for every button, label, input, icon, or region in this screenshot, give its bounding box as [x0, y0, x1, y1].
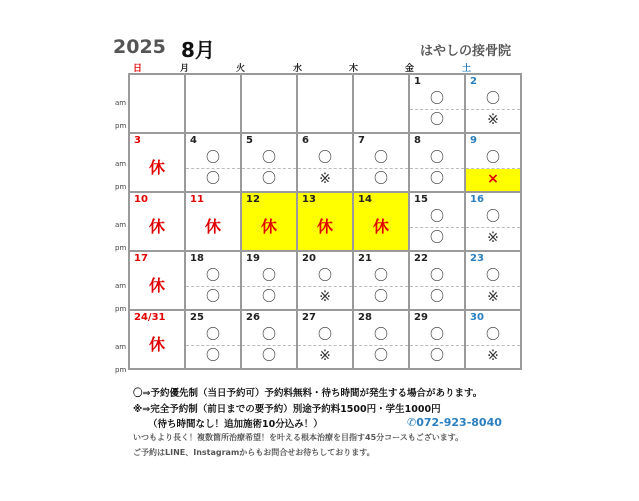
calendar-day-cell	[297, 192, 353, 251]
am-label: am	[115, 99, 127, 107]
am-label: am	[115, 282, 127, 290]
pm-slot-status: ※	[487, 112, 499, 128]
day-number: 26	[246, 312, 260, 323]
calendar-week	[129, 133, 521, 192]
am-slot-status: 〇	[374, 327, 388, 343]
pm-slot-status: 〇	[206, 171, 220, 187]
pm-label: pm	[115, 122, 127, 130]
am-slot-status: 〇	[374, 268, 388, 284]
day-number: 5	[246, 135, 253, 146]
pm-slot-status: 〇	[374, 289, 388, 305]
calendar-day-cell	[185, 74, 241, 133]
am-label: am	[115, 221, 127, 229]
pm-label: pm	[115, 366, 127, 374]
pm-slot-status: ※	[319, 289, 331, 305]
calendar-day-cell	[465, 133, 521, 192]
day-number: 12	[246, 194, 260, 205]
closed-mark: 休	[372, 217, 389, 236]
day-number: 19	[246, 253, 260, 264]
calendar-day-cell	[409, 192, 465, 251]
pm-slot-status: ※	[487, 348, 499, 364]
calendar-grid	[128, 73, 522, 370]
phone-icon: ✆	[407, 416, 417, 429]
calendar-day-cell	[409, 74, 465, 133]
calendar-day-cell	[185, 133, 241, 192]
day-number: 30	[470, 312, 484, 323]
day-number: 20	[302, 253, 316, 264]
am-slot-status: 〇	[486, 209, 500, 225]
pm-slot-status: 〇	[374, 171, 388, 187]
pm-slot-status: 〇	[374, 348, 388, 364]
calendar-day-cell	[353, 133, 409, 192]
calendar-day-cell	[241, 192, 297, 251]
day-number: 15	[414, 194, 428, 205]
calendar-day-cell	[465, 74, 521, 133]
pm-slot-status: ×	[487, 171, 499, 187]
calendar-day-cell	[353, 310, 409, 369]
day-number: 25	[190, 312, 204, 323]
calendar-day-cell	[185, 192, 241, 251]
am-slot-status: 〇	[262, 268, 276, 284]
day-number: 21	[358, 253, 372, 264]
phone-number-text: 072-923-8040	[416, 416, 502, 429]
calendar-month: 8月	[181, 38, 215, 62]
day-number: 10	[134, 194, 148, 205]
am-slot-status: 〇	[486, 327, 500, 343]
closed-mark: 休	[316, 217, 333, 236]
calendar-day-cell	[129, 251, 185, 310]
day-number: 13	[302, 194, 316, 205]
pm-slot-status: ※	[487, 289, 499, 305]
pm-slot-status: 〇	[206, 289, 220, 305]
pm-slot-status: 〇	[430, 348, 444, 364]
am-slot-status: 〇	[486, 91, 500, 107]
day-number: 24/31	[134, 312, 166, 323]
calendar-day-cell	[241, 74, 297, 133]
weekday-fri: 金	[405, 64, 415, 74]
calendar-day-cell	[465, 251, 521, 310]
day-number: 8	[414, 135, 421, 146]
pm-slot-status: ※	[319, 171, 331, 187]
calendar-day-cell	[241, 251, 297, 310]
pm-slot-status: 〇	[430, 230, 444, 246]
closed-mark: 休	[148, 335, 165, 354]
closed-mark: 休	[148, 158, 165, 177]
day-number: 14	[358, 194, 372, 205]
am-slot-status: 〇	[206, 327, 220, 343]
calendar-day-cell	[353, 192, 409, 251]
calendar-week	[129, 74, 521, 133]
day-number: 17	[134, 253, 148, 264]
phone-number[interactable]	[407, 416, 502, 429]
calendar-day-cell	[241, 133, 297, 192]
calendar-day-cell	[241, 310, 297, 369]
weekday-sat: 土	[462, 64, 472, 74]
calendar-day-cell	[129, 74, 185, 133]
am-slot-status: 〇	[206, 150, 220, 166]
weekday-mon: 月	[180, 64, 190, 74]
calendar-day-cell	[129, 310, 185, 369]
calendar-day-cell	[297, 133, 353, 192]
day-number: 11	[190, 194, 204, 205]
am-slot-status: 〇	[486, 268, 500, 284]
am-slot-status: 〇	[318, 327, 332, 343]
day-number: 23	[470, 253, 484, 264]
weekday-wed: 水	[293, 64, 303, 74]
calendar-day-cell	[465, 310, 521, 369]
pm-slot-status: 〇	[206, 348, 220, 364]
day-number: 18	[190, 253, 204, 264]
calendar-day-cell	[409, 310, 465, 369]
pm-slot-status: 〇	[262, 289, 276, 305]
closed-mark: 休	[148, 276, 165, 295]
day-number: 29	[414, 312, 428, 323]
calendar-day-cell	[129, 192, 185, 251]
calendar-day-cell	[409, 251, 465, 310]
pm-slot-status: ※	[319, 348, 331, 364]
calendar-day-cell	[185, 310, 241, 369]
calendar-day-cell	[297, 74, 353, 133]
legend-full-booking-note: （待ち時間なし！追加施術10分込み！）	[148, 419, 323, 430]
calendar-day-cell	[185, 251, 241, 310]
am-label: am	[115, 160, 127, 168]
course-note: いつもより長く！複数箇所治療希望！を叶える根本治療を目指す45分コースもございます。	[133, 433, 464, 442]
pm-label: pm	[115, 244, 127, 252]
contact-note: ご予約はLINE、Instagramからもお問合せお待ちしております。	[133, 448, 375, 457]
weekday-thu: 木	[349, 64, 359, 74]
pm-label: pm	[115, 305, 127, 313]
am-slot-status: 〇	[318, 268, 332, 284]
am-slot-status: 〇	[318, 150, 332, 166]
closed-mark: 休	[148, 217, 165, 236]
calendar-day-cell	[353, 251, 409, 310]
pm-label: pm	[115, 183, 127, 191]
day-number: 6	[302, 135, 309, 146]
am-slot-status: 〇	[430, 268, 444, 284]
calendar-day-cell	[129, 133, 185, 192]
calendar-day-cell	[465, 192, 521, 251]
am-slot-status: 〇	[430, 150, 444, 166]
day-number: 9	[470, 135, 477, 146]
am-slot-status: 〇	[486, 150, 500, 166]
day-number: 3	[134, 135, 141, 146]
closed-mark: 休	[204, 217, 221, 236]
weekday-sun: 日	[133, 64, 143, 74]
clinic-name: はやしの接骨院	[420, 44, 512, 59]
am-slot-status: 〇	[430, 209, 444, 225]
day-number: 2	[470, 76, 477, 87]
legend-full-booking: ※⇒完全予約制（前日までの要予約）別途予約料1500円・学生1000円	[133, 404, 441, 415]
closed-mark: 休	[260, 217, 277, 236]
day-number: 16	[470, 194, 484, 205]
day-number: 22	[414, 253, 428, 264]
pm-slot-status: ※	[487, 230, 499, 246]
calendar-day-cell	[297, 251, 353, 310]
am-slot-status: 〇	[430, 327, 444, 343]
am-slot-status: 〇	[374, 150, 388, 166]
day-number: 27	[302, 312, 316, 323]
weekday-tue: 火	[236, 64, 246, 74]
calendar-day-cell	[409, 133, 465, 192]
calendar-week	[129, 192, 521, 251]
calendar-week	[129, 251, 521, 310]
am-slot-status: 〇	[262, 150, 276, 166]
legend-open-booking: 〇⇒予約優先制（当日予約可）予約料無料・待ち時間が発生する場合があります。	[133, 388, 483, 399]
am-slot-status: 〇	[262, 327, 276, 343]
pm-slot-status: 〇	[430, 289, 444, 305]
pm-slot-status: 〇	[430, 171, 444, 187]
pm-slot-status: 〇	[262, 348, 276, 364]
pm-slot-status: 〇	[430, 112, 444, 128]
day-number: 28	[358, 312, 372, 323]
pm-slot-status: 〇	[262, 171, 276, 187]
calendar-day-cell	[297, 310, 353, 369]
am-slot-status: 〇	[430, 91, 444, 107]
day-number: 7	[358, 135, 365, 146]
calendar-week	[129, 310, 521, 369]
am-label: am	[115, 343, 127, 351]
calendar-day-cell	[353, 74, 409, 133]
day-number: 1	[414, 76, 421, 87]
calendar-year: 2025	[113, 36, 166, 58]
day-number: 4	[190, 135, 197, 146]
am-slot-status: 〇	[206, 268, 220, 284]
